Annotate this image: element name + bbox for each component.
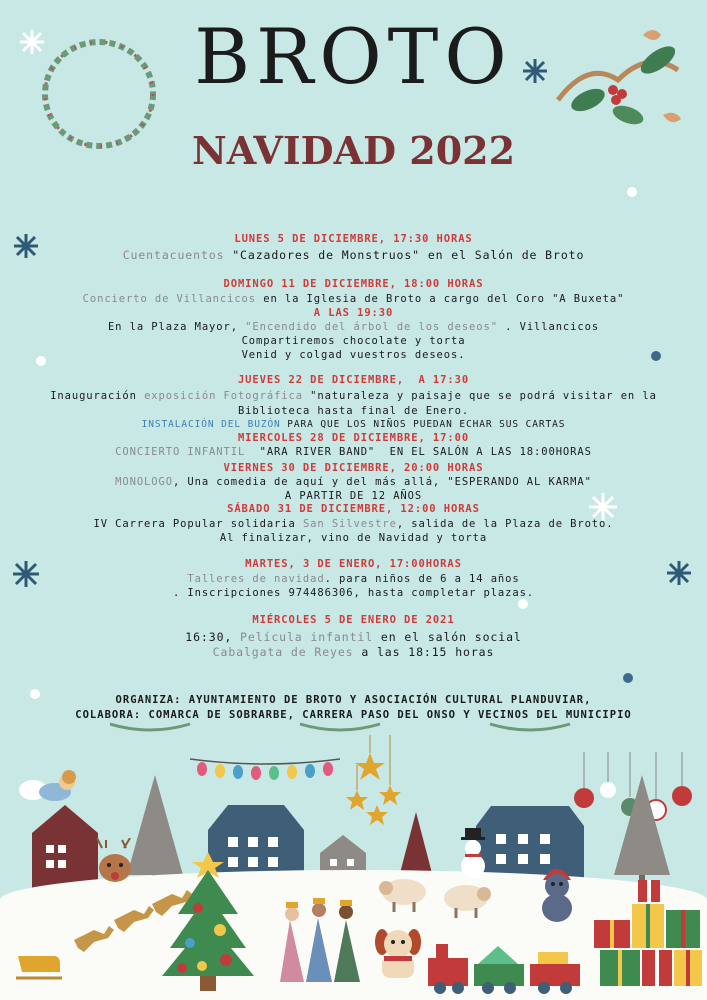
snowman-icon [455,828,491,878]
event-date: MIÉRCOLES 5 DE ENERO DE 2021 [252,614,455,626]
event-description: CONCIERTO INFANTIL "ARA RIVER BAND" EN EL SALÓN A LAS 18:00HORAS [115,446,592,458]
sheep-icon [440,878,492,918]
sleigh-icon [14,948,64,982]
dot-decoration [626,186,638,198]
event-description: Venid y colgad vuestros deseos. [241,349,466,361]
teddy-bear-icon [535,862,580,922]
event-date: VIERNES 30 DE DICIEMBRE, 20:00 HORAS [223,462,484,474]
event-date: DOMINGO 11 DE DICIEMBRE, 18:00 HORAS [223,278,484,290]
event-description: IV Carrera Popular solidaria San Silvestre, salida de la Plaza de Broto. [93,518,614,530]
colabora-text: COLABORA: COMARCA DE SOBRARBE, CARRERA PASO DEL ONSO Y VECINOS DEL MUNICIPIO [75,709,632,721]
sheep-icon [378,872,430,912]
event-description: A PARTIR DE 12 AÑOS [284,490,423,502]
event-description: Talleres de navidad. para niños de 6 a 14 años [187,573,520,585]
dog-icon [372,922,424,980]
dot-decoration [622,672,634,684]
event-description: INSTALACIÓN DEL BUZÓN PARA QUE LOS NIÑOS PUEDAN ECHAR SUS CARTAS [141,419,566,430]
event-description: Al finalizar, vino de Navidad y torta [219,532,488,544]
event-date: JUEVES 22 DE DICIEMBRE, A 17:30 [237,374,470,386]
reindeer-icon [92,838,138,888]
event-time: A LAS 19:30 [313,307,394,319]
event-description: Cabalgata de Reyes a las 18:15 horas [212,645,495,659]
event-description: MONOLOGO, Una comedia de aquí y del más allá, "ESPERANDO AL KARMA" [115,476,592,488]
event-description: Cuentacuentos "Cazadores de Monstruos" en el Salón de Broto [122,248,585,262]
event-description: Inauguración exposición Fotográfica "naturaleza y paisaje que se podrá visitar en la [50,390,657,402]
event-date: MARTES, 3 DE ENERO, 17:00HORAS [245,558,462,570]
event-description: Biblioteca hasta final de Enero. [237,405,470,417]
event-description: . Inscripciones 974486306, hasta completar plazas. [172,587,535,599]
page-title: BROTO [194,12,513,101]
dot-decoration [650,350,662,362]
event-description: 16:30, Película infantil en el salón social [185,630,522,644]
string-lights-icon [190,755,340,783]
dot-decoration [517,598,529,610]
event-description: En la Plaza Mayor, "Encendido del árbol de los deseos" . Villancicos [107,321,600,333]
event-date: MIERCOLES 28 DE DICIEMBRE, 17:00 [237,432,470,444]
page-subtitle: NAVIDAD 2022 [191,128,516,173]
event-description: Concierto de Villancicos en la Iglesia de Broto a cargo del Coro "A Buxeta" [82,293,625,305]
event-description: Compartiremos chocolate y torta [241,335,466,347]
tree-silhouette [612,775,672,895]
event-date: LUNES 5 DE DICIEMBRE, 17:30 HORAS [234,233,473,245]
three-kings-icon [276,890,364,982]
event-date: SÁBADO 31 DE DICIEMBRE, 12:00 HORAS [227,503,480,515]
organiza-text: ORGANIZA: AYUNTAMIENTO DE BROTO Y ASOCIACIÓN CULTURAL PLANDUVIAR, [115,694,592,706]
dot-decoration [35,355,47,367]
train-icon [428,938,588,996]
angel-icon [15,768,80,813]
gift-icon [594,880,704,988]
reindeer-icon [64,890,194,960]
